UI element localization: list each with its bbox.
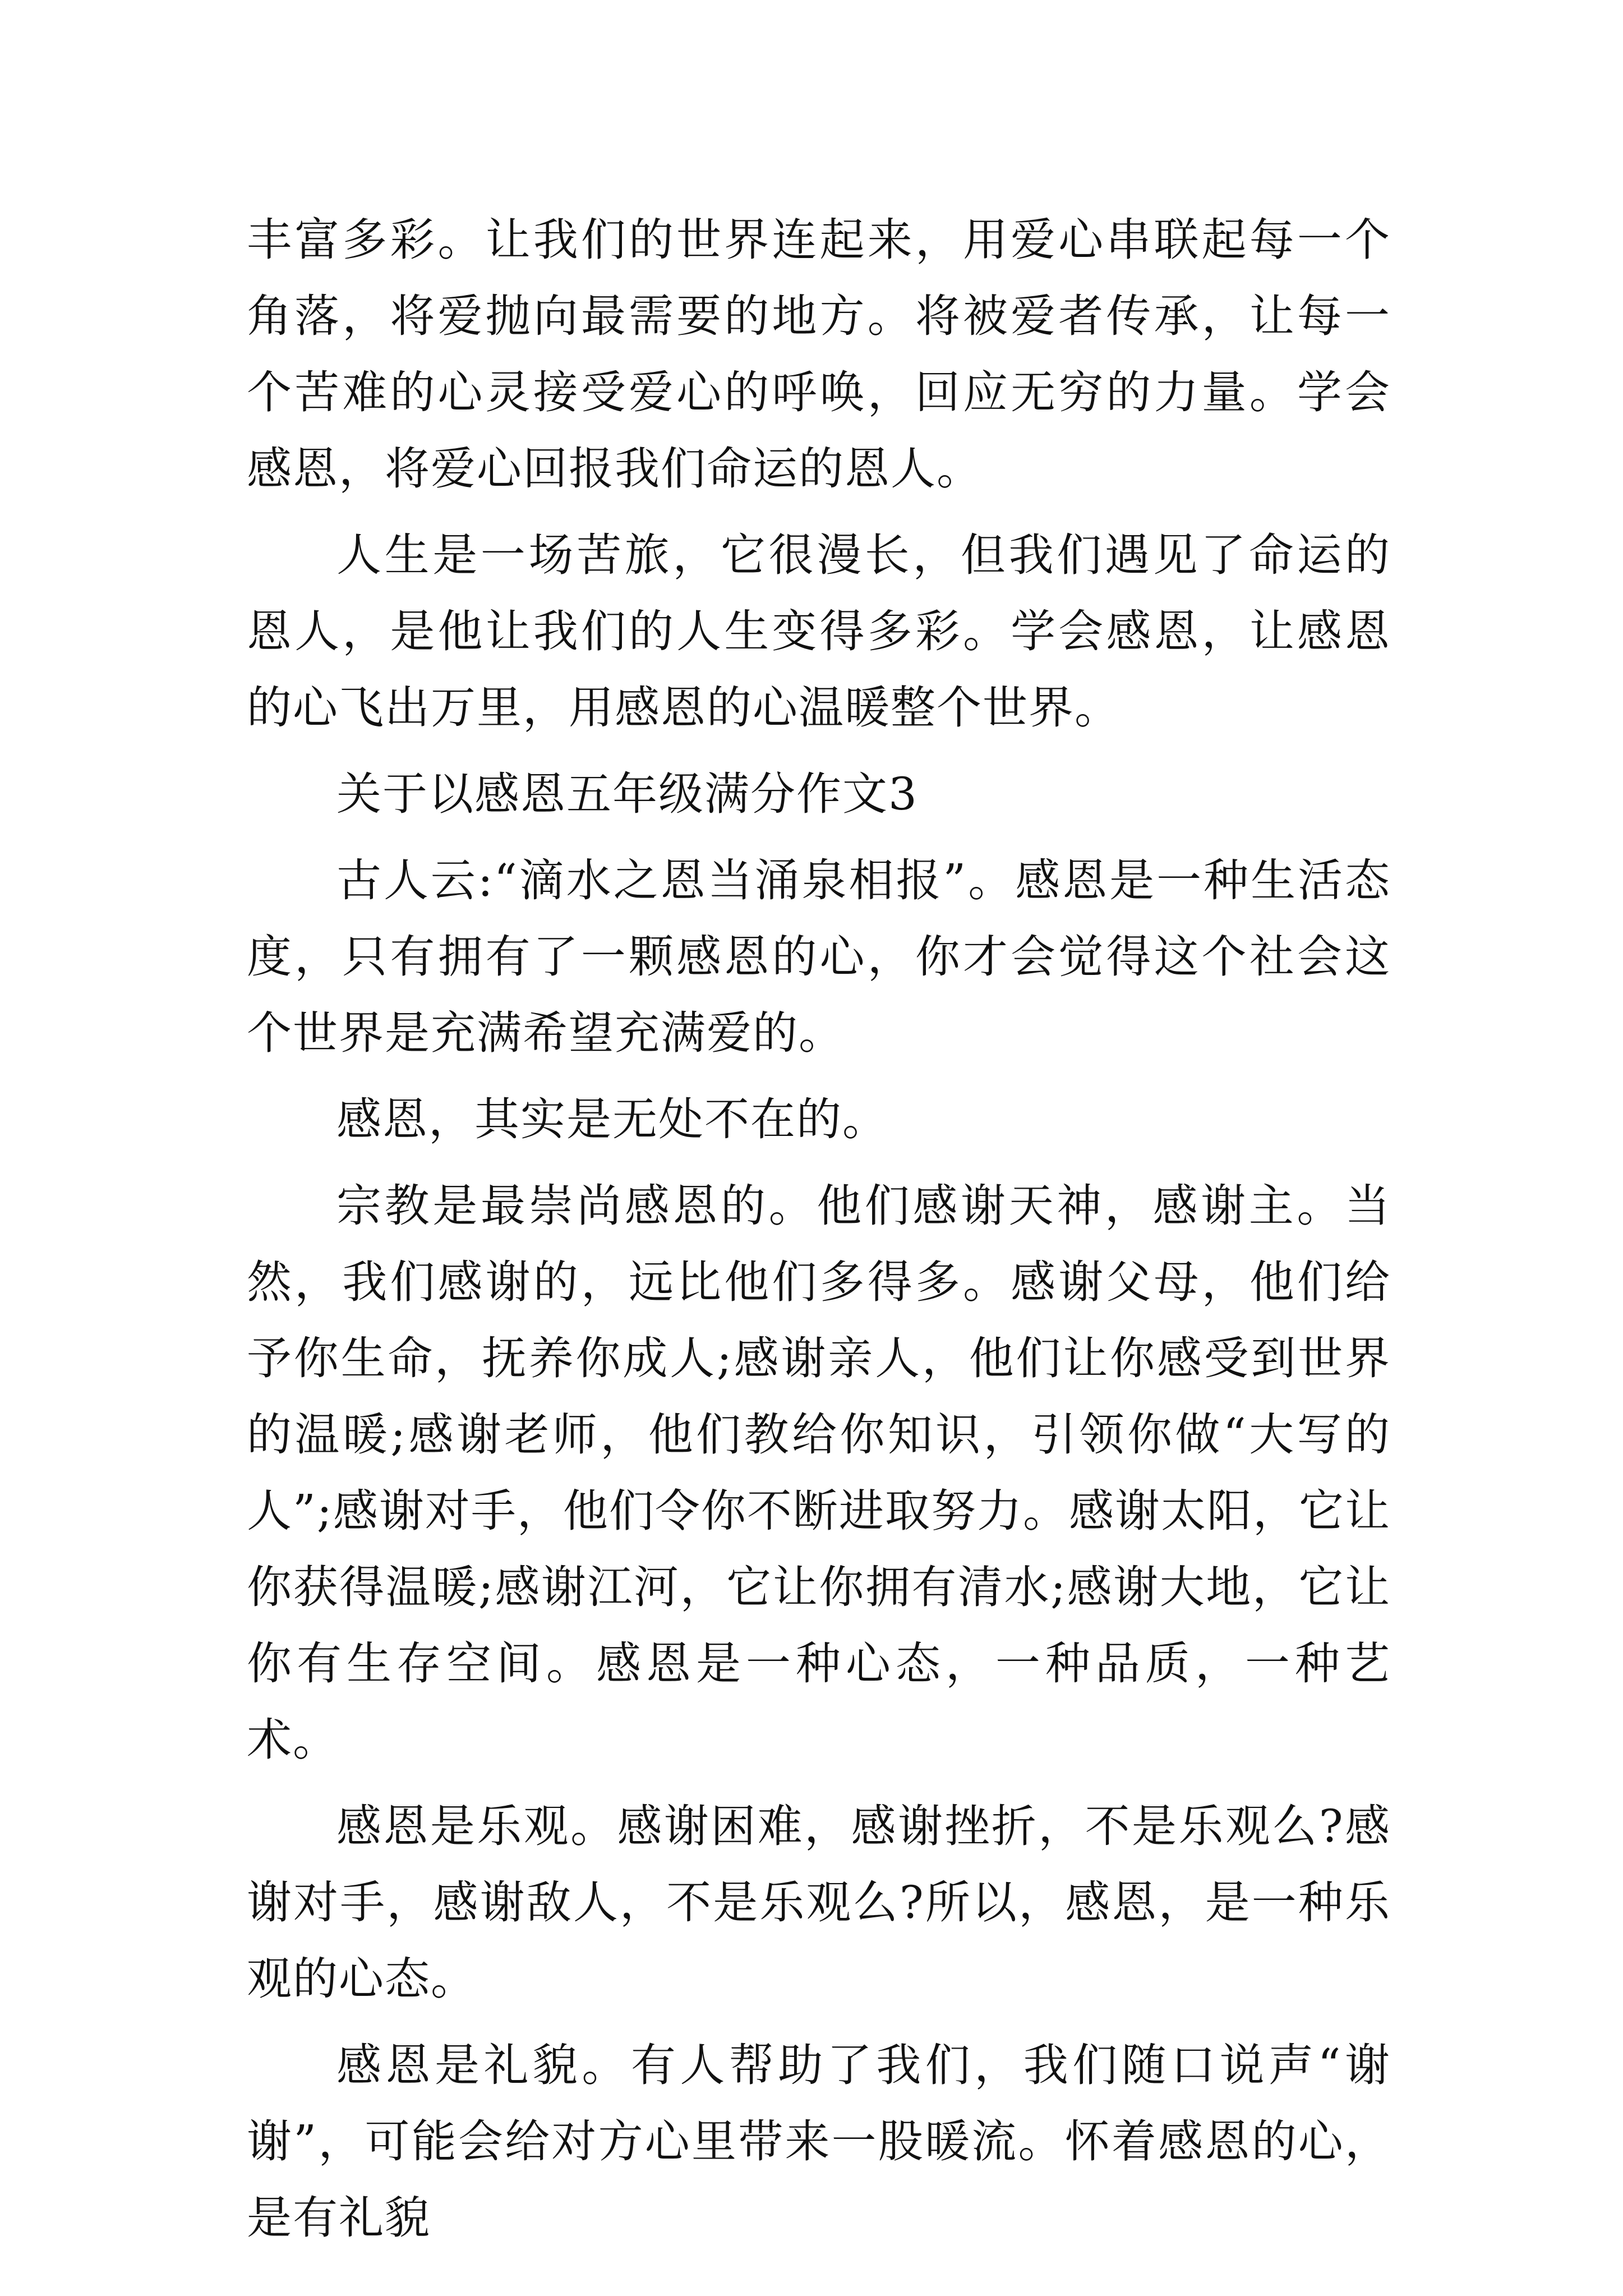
paragraph-5: 宗教是最崇尚感恩的。他们感谢天神，感谢主。当然，我们感谢的，远比他们多得多。感谢父母，他们给予你生命，抚养你成人;感谢亲人，他们让你感受到世界的温暖;感谢老师，他们教给你知识，引领你做“大写的人”;感谢对手，他们令你不断进取努力。感谢太阳，它让你获得温暖;感谢江河，它让你拥有清水;感谢大地，它让你有生存空间。感恩是一种心态，一种品质，一种艺术。 [247,1180,1391,1766]
paragraph-4: 感恩，其实是无处不在的。 [336,1093,888,1145]
document-body [247,202,1391,2266]
paragraph-6: 感恩是乐观。感谢困难，感谢挫折，不是乐观么?感谢对手，感谢敌人，不是乐观么?所以，感恩，是一种乐观的心态。 [247,1800,1391,2005]
paragraph-7: 感恩是礼貌。有人帮助了我们，我们随口说声“谢谢”，可能会给对方心里带来一股暖流。怀着感恩的心，是有礼貌 [247,2039,1391,2244]
paragraph-1: 丰富多彩。让我们的世界连起来，用爱心串联起每一个角落，将爱抛向最需要的地方。将被爱者传承，让每一个苦难的心灵接受爱心的呼唤，回应无穷的力量。学会感恩，将爱心回报我们命运的恩人。 [247,214,1391,495]
section-heading: 关于以感恩五年级满分作文3 [336,768,918,820]
paragraph-3: 古人云:“滴水之恩当涌泉相报”。感恩是一种生活态度，只有拥有了一颗感恩的心，你才会觉得这个社会这个世界是充满希望充满爱的。 [247,854,1391,1059]
paragraph-2: 人生是一场苦旅，它很漫长，但我们遇见了命运的恩人，是他让我们的人生变得多彩。学会感恩，让感恩的心飞出万里，用感恩的心温暖整个世界。 [247,529,1391,734]
